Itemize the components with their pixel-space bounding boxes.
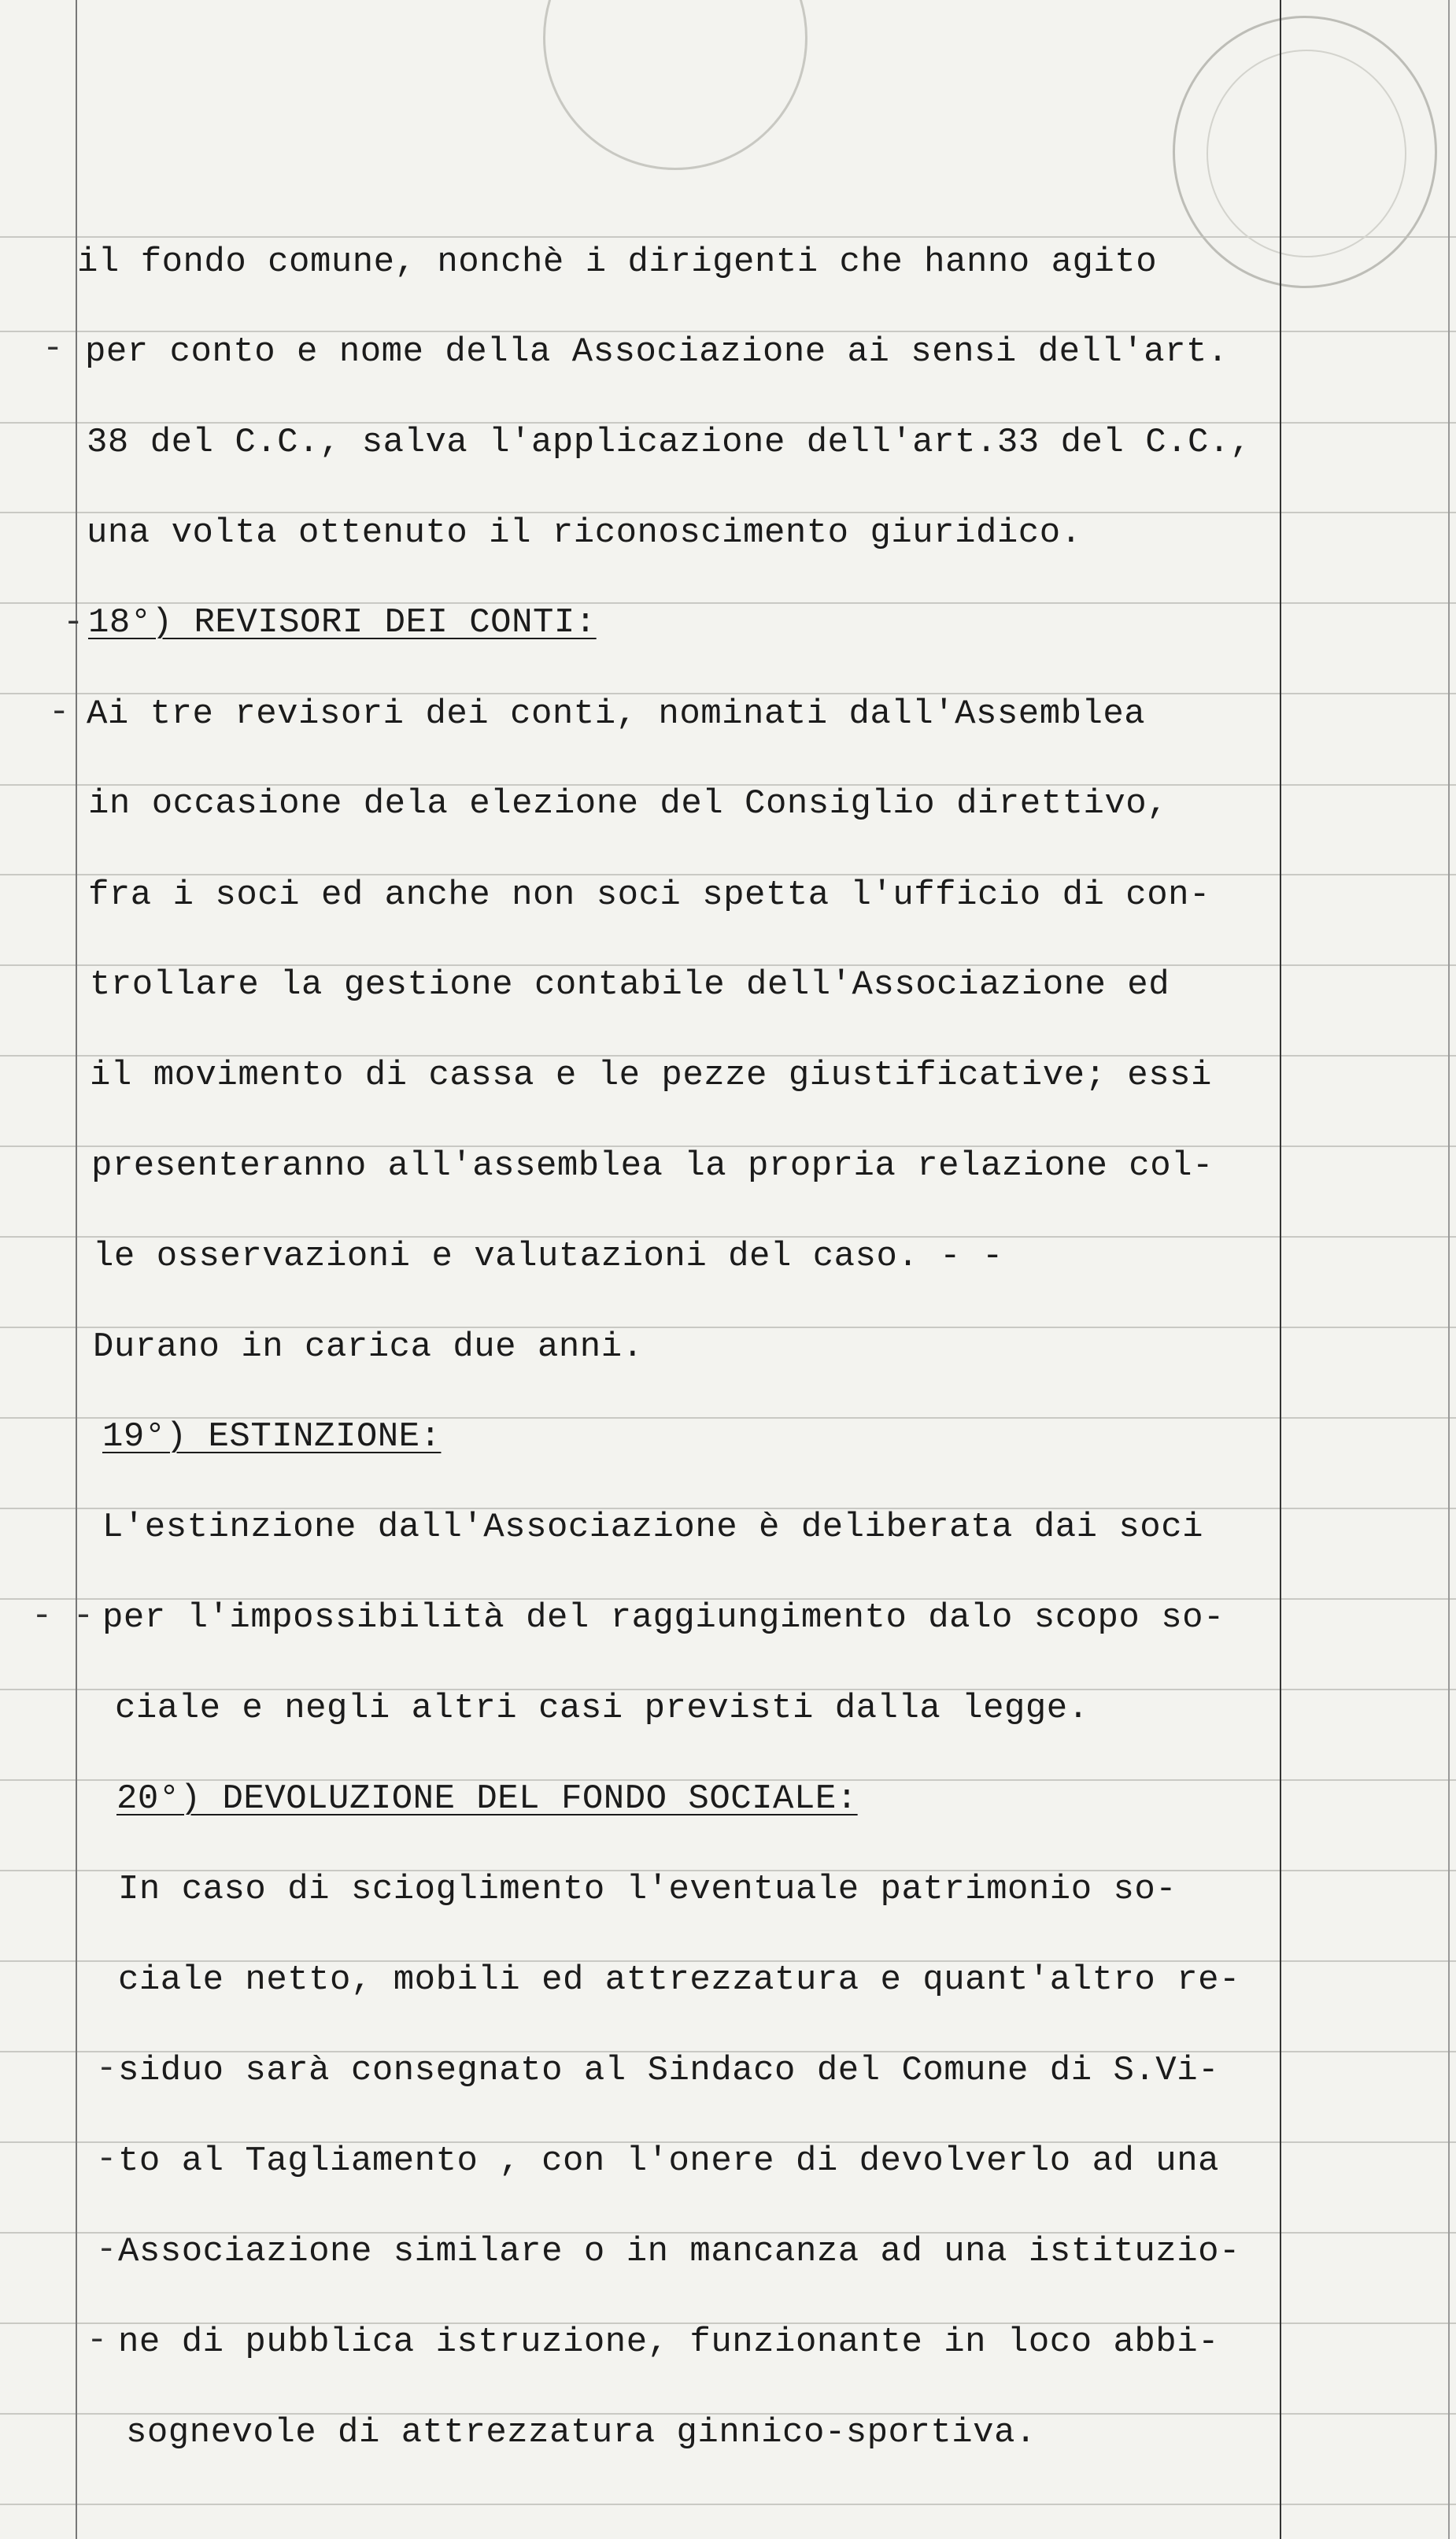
section-heading: 19°) ESTINZIONE: xyxy=(102,1417,442,1456)
text-line: per conto e nome della Associazione ai sensi dell'art. xyxy=(85,332,1229,372)
right-margin-line xyxy=(1280,0,1281,2539)
text-line: fra i soci ed anche non soci spetta l'ufficio di con- xyxy=(88,875,1210,915)
text-line: in occasione dela elezione del Consiglio direttivo, xyxy=(88,784,1169,824)
text-line: Durano in carica due anni. xyxy=(93,1327,644,1367)
text-line: Associazione similare o in mancanza ad una istituzio- xyxy=(118,2232,1240,2271)
left-margin-line xyxy=(76,0,77,2539)
margin-mark: - xyxy=(49,693,70,732)
text-line: Ai tre revisori dei conti, nominati dall'Assemblea xyxy=(87,694,1146,734)
text-line: presenteranno all'assemblea la propria relazione col- xyxy=(91,1146,1214,1186)
margin-mark: - xyxy=(87,2321,108,2360)
text-line: ciale netto, mobili ed attrezzatura e quant'altro re- xyxy=(118,1960,1240,2000)
text-line: 38 del C.C., salva l'applicazione dell'art.33 del C.C., xyxy=(87,423,1251,462)
text-line: to al Tagliamento , con l'onere di devolverlo ad una xyxy=(118,2141,1220,2181)
section-heading: 18°) REVISORI DEI CONTI: xyxy=(88,603,597,642)
text-line: le osservazioni e valutazioni del caso. - - xyxy=(93,1237,1003,1276)
text-line: ciale e negli altri casi previsti dalla legge. xyxy=(115,1689,1089,1728)
section-heading: 20°) DEVOLUZIONE DEL FONDO SOCIALE: xyxy=(116,1779,858,1819)
text-line: il fondo comune, nonchè i dirigenti che hanno agito xyxy=(77,242,1158,282)
text-line: sognevole di attrezzatura ginnico-sportiva. xyxy=(126,2413,1037,2452)
text-line: In caso di scioglimento l'eventuale patrimonio so- xyxy=(118,1870,1177,1909)
text-line: L'estinzione dall'Associazione è deliberata dai soci xyxy=(102,1508,1204,1547)
stamp-seal-right xyxy=(1173,16,1437,288)
text-line: una volta ottenuto il riconoscimento giuridico. xyxy=(87,513,1082,553)
text-line: ne di pubblica istruzione, funzionante in loco abbi- xyxy=(118,2322,1220,2362)
margin-mark: - - xyxy=(31,1597,94,1636)
stamp-seal-top xyxy=(543,0,807,170)
margin-mark: - xyxy=(63,603,84,642)
text-line: per l'impossibilità del raggiungimento dalo scopo so- xyxy=(102,1598,1225,1638)
margin-mark: - xyxy=(42,329,64,368)
margin-mark: - xyxy=(96,2049,117,2089)
margin-mark: - xyxy=(96,2140,117,2179)
margin-mark: - xyxy=(96,2230,117,2270)
text-line: siduo sarà consegnato al Sindaco del Comune di S.Vi- xyxy=(118,2051,1220,2090)
text-line: trollare la gestione contabile dell'Associazione ed xyxy=(90,965,1170,1005)
page-edge-line xyxy=(1448,0,1450,2539)
text-line: il movimento di cassa e le pezze giustificative; essi xyxy=(90,1056,1212,1095)
